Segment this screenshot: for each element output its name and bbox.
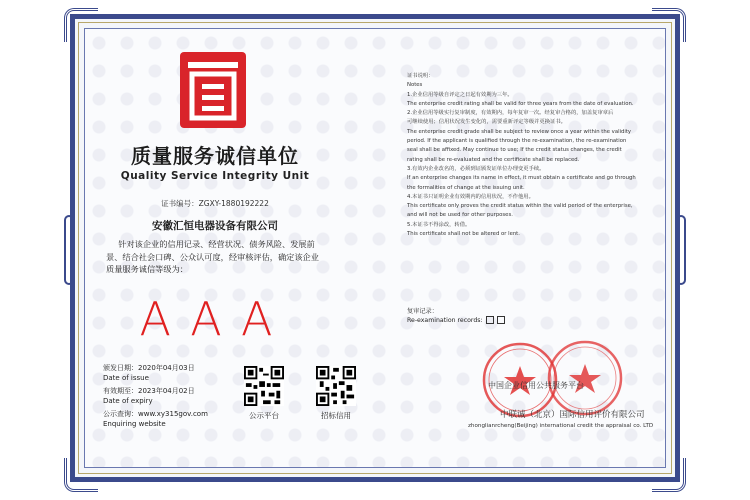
side-ornament-left <box>64 215 74 285</box>
qr-label-bidding-credit: 招标信用 <box>321 411 351 420</box>
certificate-number: 证书编号：ZGXY-1880192222 <box>161 199 269 208</box>
certificate-title-en: Quality Service Integrity Unit <box>120 170 310 182</box>
corner-ornament-top-right <box>652 8 686 42</box>
notes-line: 可继续使用；信用状况发生变化的，需要重新评定等级并更换证书。 <box>407 119 566 126</box>
issue-date-en: Date of issue <box>103 373 149 382</box>
issue-info <box>103 364 208 429</box>
notes-line: 5.本证书不得涂改，转借。 <box>407 221 471 228</box>
notes-line: 1.企业信用等级自评定之日起有效期为三年。 <box>407 91 513 98</box>
reexam-label-en: Re-examination records: <box>407 317 483 324</box>
notes-line: This certificate only proves the credit status within the valid period of the enterprise, <box>407 203 633 210</box>
certificate-notes <box>407 72 647 239</box>
expiry-date-en: Date of expiry <box>103 396 153 405</box>
notes-line: 4.本证书只证明企业有效期内的信用状况，不作他用。 <box>407 193 534 200</box>
official-seals-icon <box>470 330 630 420</box>
reexam-checkbox-2 <box>497 316 505 324</box>
issuing-organization-en: zhonglianrcheng(Beijing) international credit the appraisal co. LTD <box>468 423 654 429</box>
platform-name: 中国企业信用公共服务平台 <box>488 381 584 390</box>
qr-code-bidding-credit-icon <box>316 366 356 406</box>
notes-line: 3.有效内企业改名的，必须到证颁发证单位办理变更手续。 <box>407 165 545 172</box>
reexam-label-cn: 复审记录： <box>407 308 438 315</box>
integrity-seal-logo-icon <box>178 50 248 130</box>
notes-line: rating shall be re-evaluated and the certificate shall be replaced. <box>407 156 580 163</box>
corner-ornament-bottom-left <box>64 458 98 492</box>
notes-line: the formalities of change at the issuing unit. <box>407 184 525 191</box>
corner-ornament-top-left <box>64 8 98 42</box>
website-cn: 公示查询：www.xy315gov.com <box>103 410 208 418</box>
notes-line: period. If the applicant is qualified through the re-examination, the re-examination <box>407 138 627 145</box>
side-ornament-right <box>676 215 686 285</box>
qr-label-public-platform: 公示平台 <box>249 411 279 420</box>
notes-line: If an enterprise changes its name in effect, it must obtain a certificate and go through <box>407 175 636 182</box>
notes-line: 2.企业信用等级实行复审制度，有效期内，每年复审一次。经复审合格的，加盖复审章后 <box>407 110 614 117</box>
notes-line: Notes <box>407 82 423 89</box>
notes-line: The enterprise credit grade shall be subject to review once a year within the validity <box>407 128 632 135</box>
certificate-title-cn: 质量服务诚信单位 <box>131 144 299 168</box>
notes-line: seal shall be affixed. May continue to use; If the credit status changes, the credit <box>407 147 622 154</box>
notes-line: 证书说明： <box>407 73 434 79</box>
credit-grade: AAA <box>139 292 291 346</box>
certificate-description: 针对该企业的信用记录、经营状况、债务风险、发展前景、结合社会口碑、公众认可度，经审核评估，确定该企业质量服务诚信等级为： <box>106 239 319 274</box>
notes-line: The enterprise credit rating shall be valid for three years from the date of evaluation. <box>407 100 634 107</box>
reexam-checkbox-1 <box>486 316 494 324</box>
issue-date-cn: 颁发日期：2020年04月03日 <box>103 364 195 372</box>
company-name: 安徽汇恒电器设备有限公司 <box>152 220 278 232</box>
issuing-organization-cn: 中联诚（北京）国际信用评价有限公司 <box>500 410 645 420</box>
reexam-records <box>407 307 505 325</box>
expiry-date-cn: 有效期至：2023年04月02日 <box>103 387 195 395</box>
website-en: Enquiring website <box>103 419 166 428</box>
corner-ornament-bottom-right <box>652 458 686 492</box>
qr-code-public-platform-icon <box>244 366 284 406</box>
notes-line: This certificate shall not be altered or lent. <box>407 231 520 238</box>
notes-line: and will not be used for other purposes. <box>407 212 513 219</box>
